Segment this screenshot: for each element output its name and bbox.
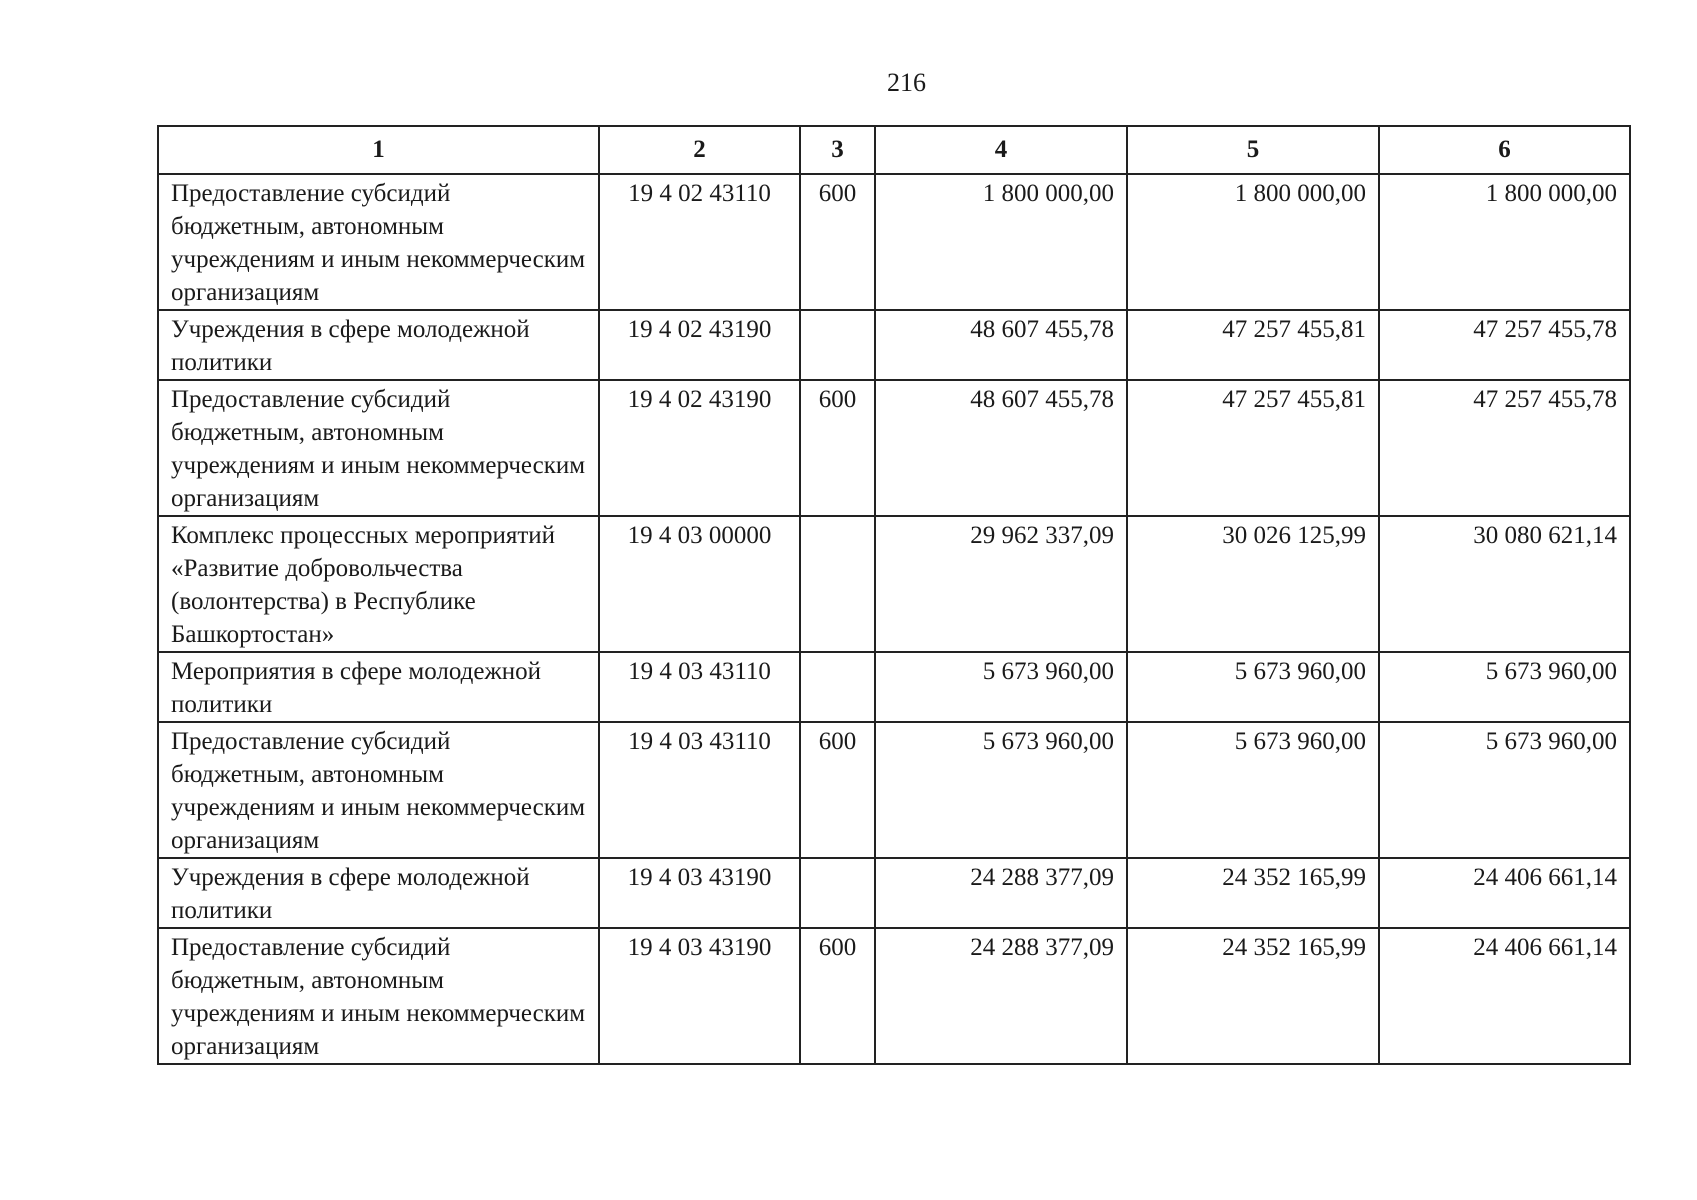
row-code: 19 4 03 43190 [599,928,800,1064]
row-value-col4: 1 800 000,00 [875,174,1127,310]
row-expense-type: 600 [800,174,875,310]
row-value-col4: 29 962 337,09 [875,516,1127,652]
row-value-col5: 24 352 165,99 [1127,928,1379,1064]
row-value-col6: 1 800 000,00 [1379,174,1630,310]
row-name: Предоставление субсидий бюджетным, автономным учреждениям и иным некоммерческим организациям [158,380,599,516]
row-value-col5: 30 026 125,99 [1127,516,1379,652]
budget-table [157,125,1631,1065]
column-header-3: 3 [800,126,875,174]
row-name: Учреждения в сфере молодежной политики [158,858,599,928]
row-value-col6: 5 673 960,00 [1379,722,1630,858]
table-row [158,858,1630,928]
row-value-col5: 24 352 165,99 [1127,858,1379,928]
row-code: 19 4 03 00000 [599,516,800,652]
row-code: 19 4 02 43190 [599,310,800,380]
page-number: 216 [887,68,926,97]
header-row [158,126,1630,174]
row-value-col5: 1 800 000,00 [1127,174,1379,310]
row-value-col4: 24 288 377,09 [875,858,1127,928]
column-header-6: 6 [1379,126,1630,174]
row-value-col6: 30 080 621,14 [1379,516,1630,652]
table-row [158,722,1630,858]
row-value-col6: 24 406 661,14 [1379,858,1630,928]
row-expense-type: 600 [800,928,875,1064]
row-value-col4: 5 673 960,00 [875,722,1127,858]
row-code: 19 4 03 43110 [599,722,800,858]
table-row [158,516,1630,652]
table-body [158,174,1630,1064]
row-expense-type [800,516,875,652]
row-expense-type [800,310,875,380]
row-code: 19 4 03 43110 [599,652,800,722]
row-name: Комплекс процессных мероприятий «Развитие добровольчества (волонтерства) в Республике Башкортостан» [158,516,599,652]
row-value-col6: 47 257 455,78 [1379,310,1630,380]
table-row [158,380,1630,516]
row-value-col4: 48 607 455,78 [875,380,1127,516]
row-value-col6: 47 257 455,78 [1379,380,1630,516]
row-expense-type: 600 [800,722,875,858]
row-value-col6: 5 673 960,00 [1379,652,1630,722]
table-row [158,652,1630,722]
row-expense-type [800,858,875,928]
column-header-2: 2 [599,126,800,174]
column-header-5: 5 [1127,126,1379,174]
row-name: Учреждения в сфере молодежной политики [158,310,599,380]
row-name: Предоставление субсидий бюджетным, автономным учреждениям и иным некоммерческим организациям [158,722,599,858]
column-header-1: 1 [158,126,599,174]
row-name: Мероприятия в сфере молодежной политики [158,652,599,722]
row-code: 19 4 02 43190 [599,380,800,516]
row-name: Предоставление субсидий бюджетным, автономным учреждениям и иным некоммерческим организациям [158,174,599,310]
row-name: Предоставление субсидий бюджетным, автономным учреждениям и иным некоммерческим организациям [158,928,599,1064]
row-value-col5: 47 257 455,81 [1127,380,1379,516]
row-value-col4: 5 673 960,00 [875,652,1127,722]
row-code: 19 4 03 43190 [599,858,800,928]
row-value-col4: 48 607 455,78 [875,310,1127,380]
table-row [158,174,1630,310]
row-value-col4: 24 288 377,09 [875,928,1127,1064]
row-expense-type [800,652,875,722]
row-value-col6: 24 406 661,14 [1379,928,1630,1064]
row-value-col5: 5 673 960,00 [1127,722,1379,858]
row-value-col5: 47 257 455,81 [1127,310,1379,380]
table-header [158,126,1630,174]
row-code: 19 4 02 43110 [599,174,800,310]
table-row [158,310,1630,380]
row-expense-type: 600 [800,380,875,516]
table-row [158,928,1630,1064]
row-value-col5: 5 673 960,00 [1127,652,1379,722]
column-header-4: 4 [875,126,1127,174]
